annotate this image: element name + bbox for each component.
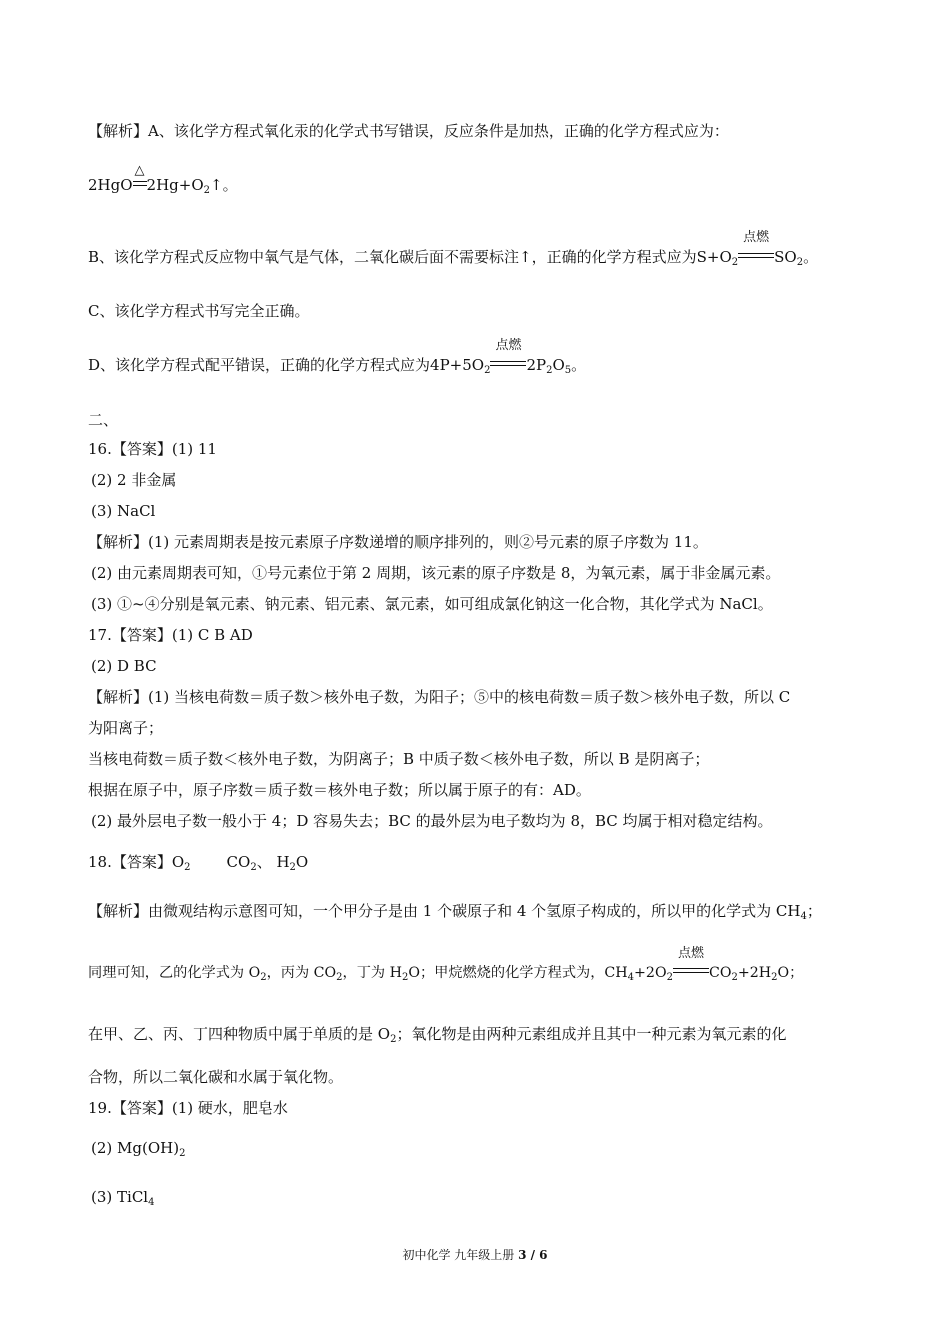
para-line: 【解析】由微观结构示意图可知，一个甲分子是由 1 个碳原子和 4 个氢原子构成的，所以甲的化学式为 $CH_4$； xyxy=(88,902,822,922)
equation-hgo: 2HgO △ $2Hg+O_2↑$。 xyxy=(88,163,238,196)
para-line: D、该化学方程式配平错误，正确的化学方程式应为$4P+5O_2$ 点燃 $2P_2O_5$。 xyxy=(88,338,587,376)
para-line: (2) $Mg(OH)_2$ xyxy=(91,1139,186,1159)
ignite-condition-mark: 点燃 xyxy=(738,247,774,267)
page-number: 3 / 6 xyxy=(518,1248,548,1262)
para-line: 【解析】(1) 元素周期表是按元素原子序数递增的顺序排列的，则②号元素的原子序数为 11。 xyxy=(88,533,708,551)
para-line: C、该化学方程式书写完全正确。 xyxy=(88,302,310,320)
para-line: 根据在原子中，原子序数＝质子数＝核外电子数；所以属于原子的有：AD。 xyxy=(88,781,591,799)
para-line: (2) 由元素周期表可知，①号元素位于第 2 周期，该元素的原子序数是 8，为氧元素，属于非金属元素。 xyxy=(91,564,781,582)
para-line: (3) TiCl$_4$ xyxy=(91,1188,155,1208)
answer-19: 19.【答案】(1) 硬水，肥皂水 xyxy=(88,1099,288,1117)
para-line: (3) NaCl xyxy=(91,502,156,520)
ignite-condition-mark: 点燃 xyxy=(673,963,709,983)
answer-16: 16.【答案】(1) 11 xyxy=(88,440,217,458)
para-line: 在甲、乙、丙、丁四种物质中属于单质的是 $O_2$；氧化物是由两种元素组成并且其中一种元素为氧元素的化 xyxy=(88,1025,787,1045)
page-footer: 初中化学 九年级上册 3 / 6 xyxy=(402,1248,548,1262)
para-line: 合物，所以二氧化碳和水属于氧化物。 xyxy=(88,1068,344,1086)
para-line: 为阳离子； xyxy=(88,719,164,737)
heat-condition-mark: △ xyxy=(133,175,147,195)
para-line: 同理可知，乙的化学式为 $O_2$，丙为 $CO_2$，丁为 $H_2O$；甲烷燃烧的化学方程式为，$CH_4+2O_2$ 点燃 $CO_2+2H_2O$； xyxy=(88,946,804,983)
para-line: (3) ①~④分别是氧元素、钠元素、铝元素、氯元素，如可组成氯化钠这一化合物，其化学式为 NaCl。 xyxy=(91,595,773,613)
para-line: (2) 最外层电子数一般小于 4；D 容易失去；BC 的最外层为电子数均为 8，BC 均属于相对稳定结构。 xyxy=(91,812,773,830)
ignite-condition-mark: 点燃 xyxy=(490,355,526,375)
para-line: 当核电荷数＝质子数＜核外电子数，为阴离子；B 中质子数＜核外电子数，所以 B 是阴离子； xyxy=(88,750,710,768)
para-line: (2) D BC xyxy=(91,657,157,675)
para-line: 【解析】A、该化学方程式氧化汞的化学式书写错误，反应条件是加热，正确的化学方程式应为： xyxy=(88,122,729,140)
answer-18: 18.【答案】$O_2$ $CO_2$、 $H_2O$ xyxy=(88,853,309,873)
para-line: 【解析】(1) 当核电荷数＝质子数＞核外电子数，为阳子；⑤中的核电荷数＝质子数＞核外电子数，所以 C xyxy=(88,688,791,706)
answer-17: 17.【答案】(1) C B AD xyxy=(88,626,253,644)
section-heading: 二、 xyxy=(88,411,119,429)
para-line: (2) 2 非金属 xyxy=(91,471,177,489)
para-line: B、该化学方程式反应物中氧气是气体，二氧化碳后面不需要标注↑，正确的化学方程式应为$S+O_2$ 点燃 $SO_2$。 xyxy=(88,230,819,268)
